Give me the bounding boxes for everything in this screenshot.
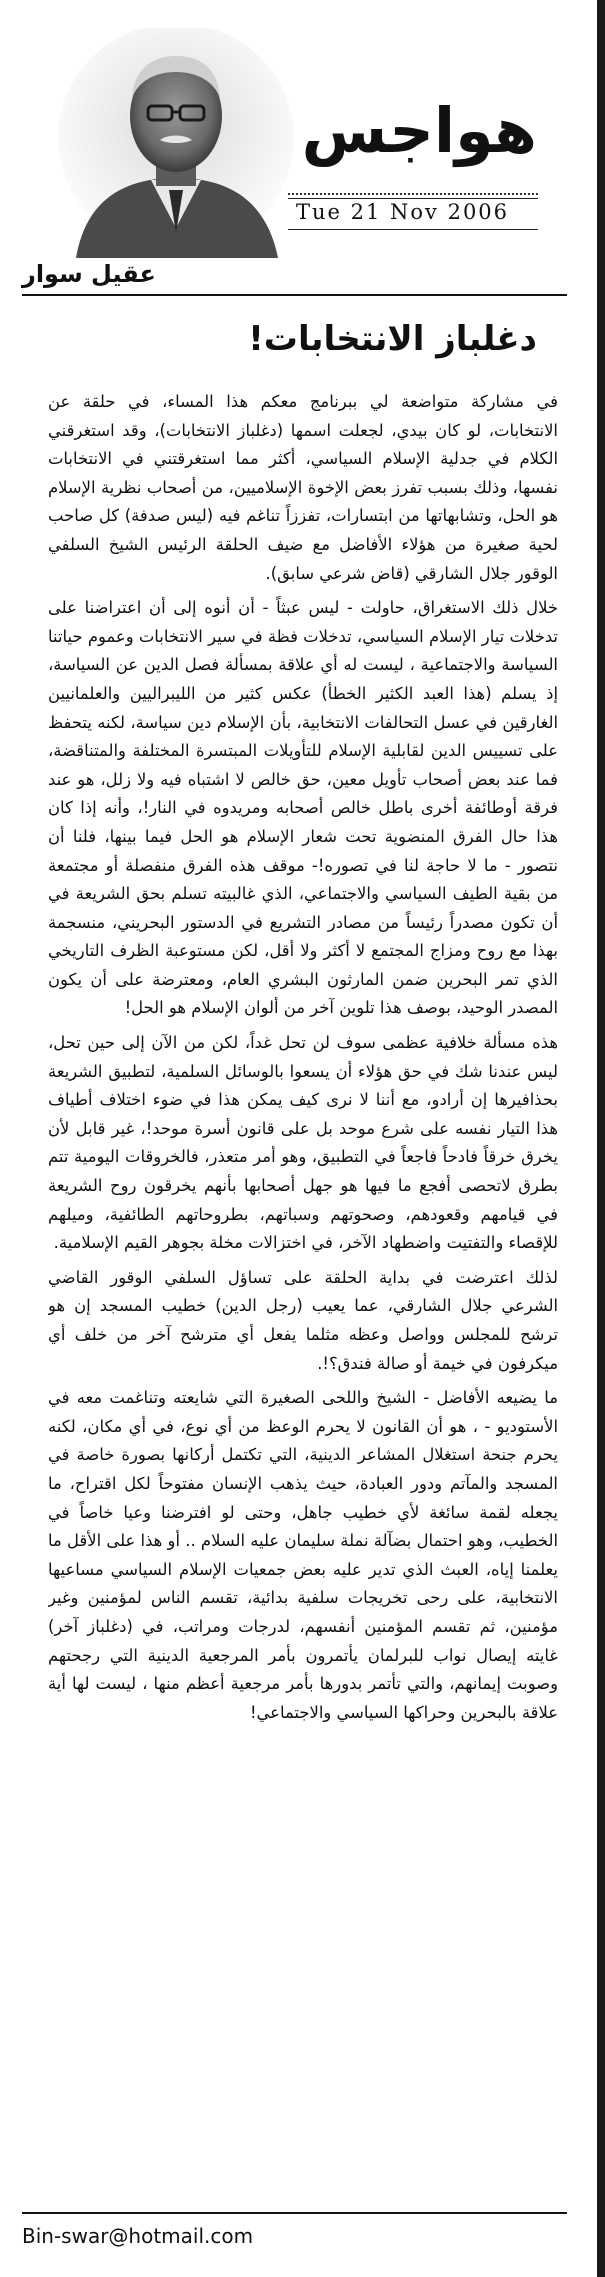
author-email: Bin-swar@hotmail.com [22,2224,254,2248]
footer-divider [22,2212,567,2214]
article-paragraph: لذلك اعترضت في بداية الحلقة على تساؤل السلفي الوقور القاضي الشرعي جلال الشارقي، عما يعيب (رجل الدين) خطيب المسجد إن هو ترشح للمجلس وواصل وعظه مثلما يفعل أي مترشح آخر من خلف أي ميكرفون في خيمة أو صالة فندق؟!. [48,1267,558,1373]
article-paragraph: هذه مسألة خلافية عظمى سوف لن تحل غداً، لكن من الآن إلى حين تحل، ليس عندنا شك في حق هؤلاء أن يسعوا بالوسائل السلمية، لتطبيق الشريعة بحذافيرها إن أرادو، مع أننا لا نرى كيف يمكن هذا في ضوء اختلاف أطياف هذا التيار نفسه على شرع موحد بل على قانون أسرة موحد!، غير قابل لأن يخرق خرقاً فادحاً فاجعاً في التطبيق، وهو أمر متعذر، فالخروقات اليومية تتم بطرق لاتحصى أفجع ما فيها هو جهل أصحابها بأنهم يخرقون روح الشريعة في قيامهم وقعودهم، وصحوتهم وسباتهم، بطروحاتهم الطائفية، وميلهم للإقصاء والتفتيت واضطهاد الآخر، في اختزالات مخلة بجوهر القيم الإسلامية. [48,1033,558,1253]
author-portrait-image [56,28,296,258]
scrollbar[interactable] [597,0,605,2277]
publication-date: Tue 21 Nov 2006 [296,200,510,224]
article-title: دغلباز الانتخابات! [248,319,537,359]
article-paragraph: ما يضيعه الأفاضل - الشيخ واللحى الصغيرة التي شايعته وتناغمت معه في الأستوديو - ، هو أن القانون لا يحرم الوعظ من أي نوع، في أي مكان، لكنه يحرم جنحة استغلال المشاعر الدينية، التي تكتمل أركانها بصورة خاصة في المسجد والمآتم ودور العبادة، حيث يذهب الإنسان مفتوحاً لكل اقتراح، ما يجعله لقمة سائغة لأي خطيب جاهل، وحتى لو افترضنا وعيا خاصاً في الخطيب، وهو احتمال بضآلة نملة سليمان عليه السلام .. أو هذا على الأقل ما يعلمنا إياه، العبث الذي تدير عليه بعض جمعيات الإسلام السياسي مساعيها الانتخابية، على رحى تخريجات سلفية بدائية، تقسم الناس لمؤمنين وغير مؤمنين، ثم تقسم المؤمنين أنفسهم، لدرجات ومراتب، في (دغلباز آخر) غايته إيصال نواب للبرلمان يأتمرون بأمر المرجعية الدينية التي رجحتهم وصوبت إيمانهم، والتي تأتمر بدورها بأمر مرجعية أعظم منها ، ليست لها أية علاقة بالبحرين وحراكها السياسي والاجتماعي! [48,1388,558,1722]
article-paragraph: خلال ذلك الاستغراق، حاولت - ليس عبثاً - أن أنوه إلى أن اعتراضنا على تدخلات تيار الإسلام السياسي، تدخلات فظة في سير الانتخابات وعموم حياتنا السياسة والاجتماعية ، ليست له أي علاقة بمسألة فصل الدين عن السياسة، إذ يسلم (هذا العبد الكثير الخطأ) عكس كثير من الليبراليين والعلمانيين الغارقين في عسل التحالفات الانتخابية، بأن الإسلام دين سياسة، لكنه يتحفظ على تسييس الدين لقابلية الإسلام للتأويلات المبتسرة المختلفة والمتناقضة، فما عند بعض أصحاب تأويل معين، حق خالص لا اشتباه فيه ولا زلل، هو عند فرقة أوطائفة أخرى باطل خالص أصحابه ومريدوه في النار!، وأنه إذا كان هذا حال الفرق المنضوية تحت شعار الإسلام هو الحل فيما بينها، فلنا أن نتصور - ما لا حاجة لنا في تصوره!- موقف هذه الفرق منفصلة أو مجتمعة من بقية الطيف السياسي والاجتماعي، الذي غالبيته تسلم بحق الشريعة في أن تكون مصدراً رئيساً من مصادر التشريع في الدستور البحريني، منسجمة بهذا مع روح ومزاج المجتمع لا أكثر ولا أقل، لكن مستوعبة الظرف التاريخي الذي تمر البحرين ضمن المارثون البشري العام، ومعترضة على أن يكون المصدر الوحيد، بوصف هذا تلوين آخر من ألوان الإسلام هو الحل! [48,598,558,1018]
column-title: هواجس [301,94,537,167]
article-body [48,388,558,2108]
author-portrait [56,28,296,258]
article-paragraph: في مشاركة متواضعة لي ببرنامج معكم هذا المساء، في حلقة عن الانتخابات، لو كان بيدي، لجعلت اسمها (دغلباز الانتخابات)، وقد استغرقني الكلام في جدلية الإسلام السياسي، أكثر مما استغرقتني في الانتخابات نفسها، وذلك بسبب تفرز بعض الإخوة الإسلاميين، من أصحاب نظرية الإسلام هو الحل، وتشابهاتها من ابتسارات، تفززاً تناغم فيه (ليس صدفة) كل صاحب لحية صغيرة من هؤلاء الأفاضل مع ضيف الحلقة الرئيس الشيخ السلفي الوقور جلال الشارقي (قاض شرعي سابق). [48,392,558,583]
author-name: عقيل سوار [22,260,156,288]
header-divider [22,294,567,296]
